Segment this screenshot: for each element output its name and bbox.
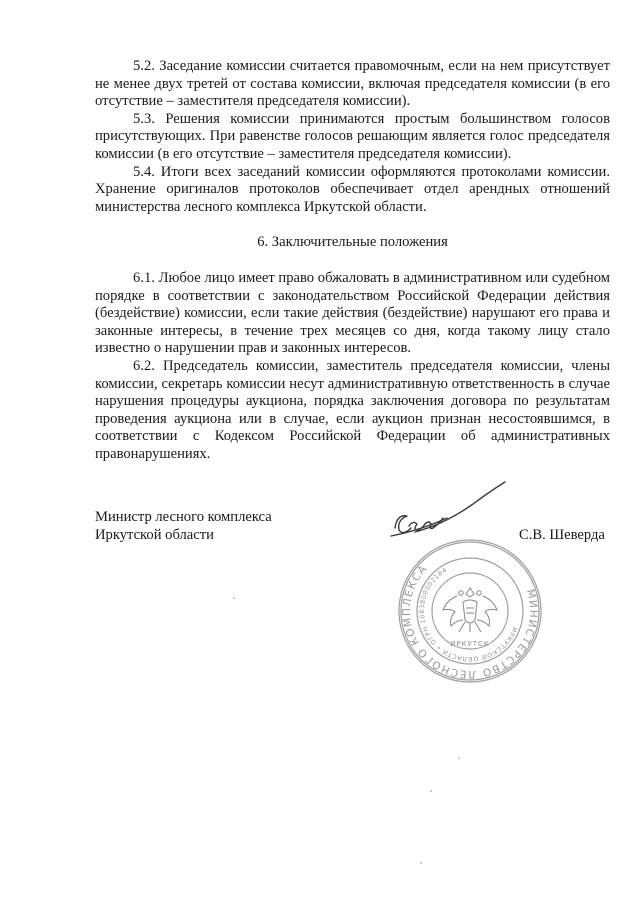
scan-speck <box>420 862 422 864</box>
seal-outer-text: МИНИСТЕРСТВО ЛЕСНОГО КОМПЛЕКСА <box>400 562 540 681</box>
document-body <box>95 58 610 463</box>
paragraph-6-2: 6.2. Председатель комиссии, заместитель председателя комиссии, члены комиссии, секретарь комиссии несут административную ответственность в случае нарушения процедуры аукциона, порядка заключения договора по результатам проведения аукциона или в случае, если аукцион признан несостоявшимся, в соответствии с Кодексом Российской Федерации об административных правонарушениях. <box>95 357 610 462</box>
signatory-position <box>95 508 272 544</box>
handwritten-signature-icon <box>385 480 515 560</box>
section-heading: 6. Заключительные положения <box>257 234 448 251</box>
position-line-2: Иркутской области <box>95 527 214 543</box>
scan-speck <box>458 757 460 759</box>
scan-speck <box>430 790 432 792</box>
paragraph-5-2: 5.2. Заседание комиссии считается правомочным, если на нем присутствует не менее двух третей от состава комиссии, включая председателя комиссии (в его отсутствие – заместителя председателя комиссии). <box>95 58 610 110</box>
position-line-1: Министр лесного комплекса <box>95 509 272 525</box>
seal-city-text: ИРКУТСК <box>450 640 490 648</box>
paragraph-5-3: 5.3. Решения комиссии принимаются простым большинством голосов присутствующих. При равенстве голосов решающим является голос председателя комиссии (в его отсутствие – заместителя председателя комиссии). <box>95 110 610 162</box>
paragraph-5-4: 5.4. Итоги всех заседаний комиссии оформляются протоколами комиссии. Хранение оригиналов протоколов обеспечивает отдел арендных отношений министерства лесного комплекса Иркутской области. <box>95 163 610 215</box>
paragraph-6-1: 6.1. Любое лицо имеет право обжаловать в административном или судебном порядке в соответствии с законодательством Российской Федерации действия (бездействие) комиссии, если такие действия (бездействие) нарушают его права и законные интересы, в течение трех месяцев со дня, когда такому лицу стало известно о нарушении прав и законных интересов. <box>95 269 610 357</box>
seal-inner-text: ИРКУТСКОЙ ОБЛАСТИ • ОГРН 1083808002184 <box>417 565 519 664</box>
signatory-name: С.В. Шеверда <box>519 527 605 543</box>
scan-speck <box>233 597 235 599</box>
